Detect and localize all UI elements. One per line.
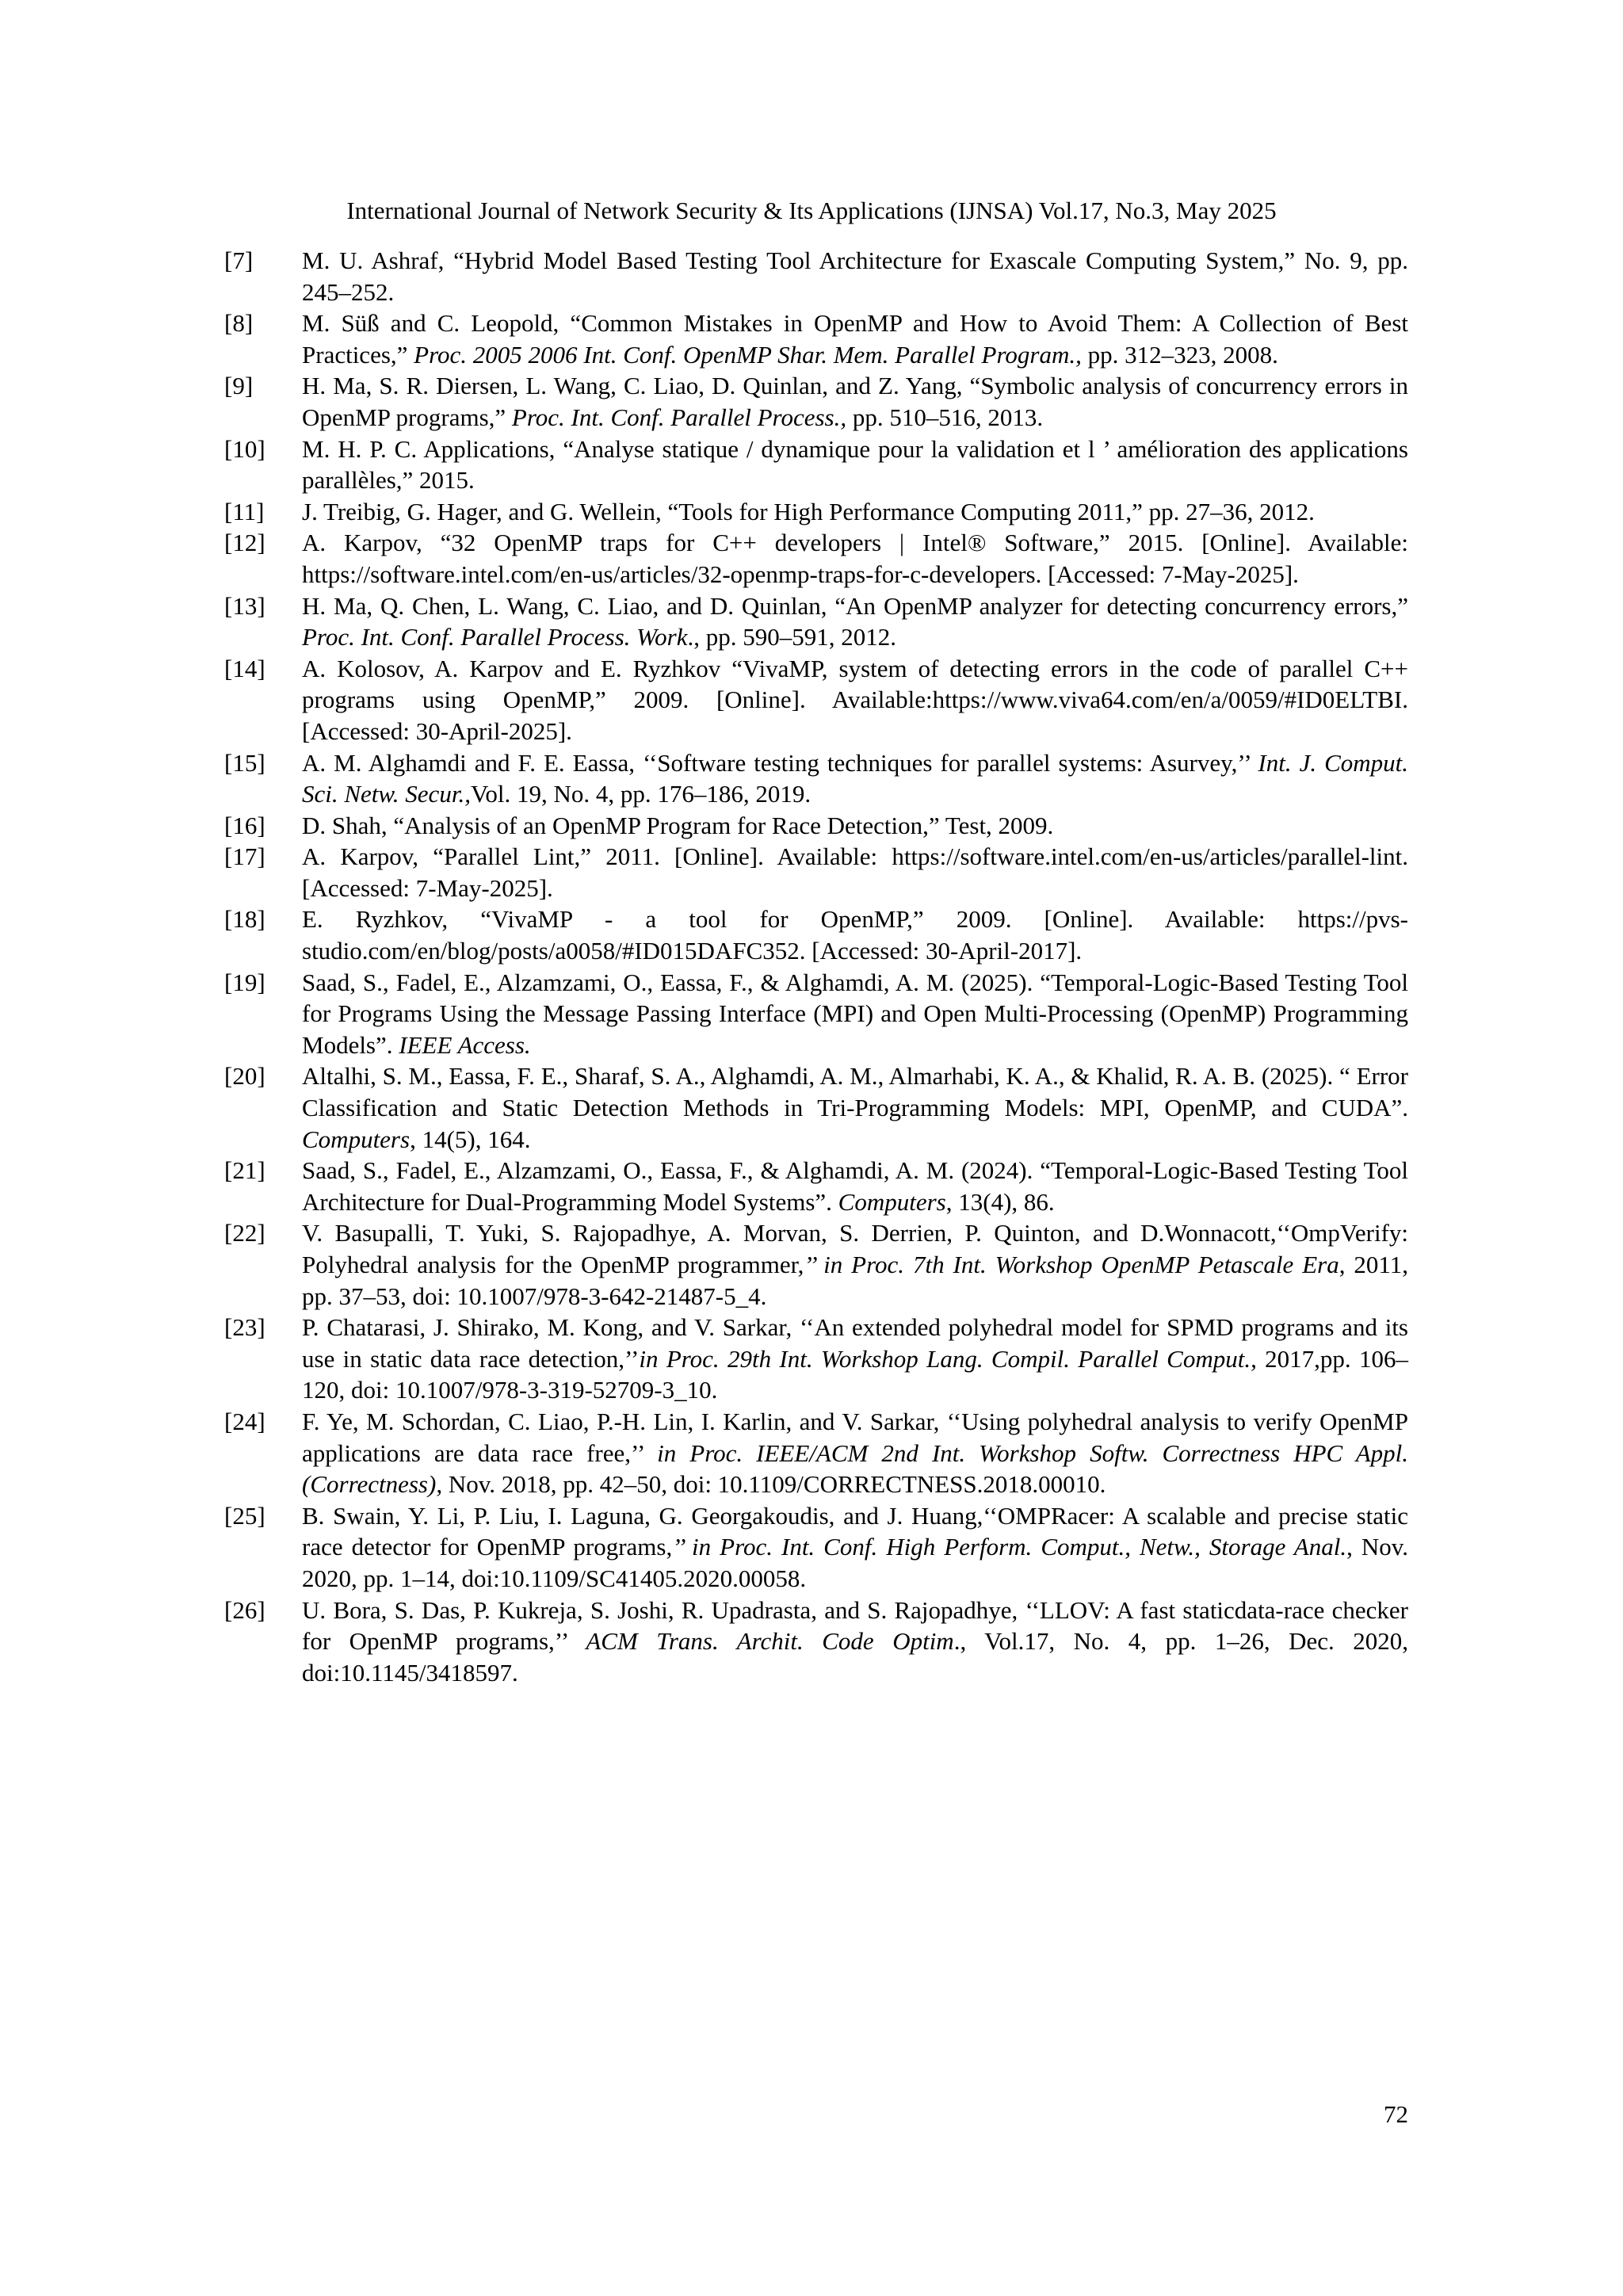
reference-number: [24] (224, 1407, 265, 1435)
reference-item (224, 434, 1408, 496)
reference-text: M. H. P. C. Applications, “Analyse statique / dynamique pour la validation et l ’ amélioration des applications parallèles,” 2015. (302, 434, 1408, 495)
reference-item (224, 967, 1408, 1061)
reference-text: F. Ye, M. Schordan, C. Liao, P.-H. Lin, I. Karlin, and V. Sarkar, ‘‘Using polyhedral analysis to verify OpenMP applications are data race free,’’ in Proc. IEEE/ACM 2nd Int. Workshop Softw. Correctness HPC Appl. (Correctness), Nov. 2018, pp. 42–50, doi: 10.1109/CORRECTNESS.2018.00010. (302, 1407, 1409, 1499)
reference-text: Saad, S., Fadel, E., Alzamzami, O., Eassa, F., & Alghamdi, A. M. (2024). “Temporal-Logic-Based Testing Tool Architecture for Dual-Programming Model Systems”. Computers, 13(4), 86. (302, 1156, 1408, 1216)
reference-text: D. Shah, “Analysis of an OpenMP Program for Race Detection,” Test, 2009. (302, 811, 1054, 839)
reference-item (224, 1155, 1408, 1217)
reference-text: A. Karpov, “32 OpenMP traps for C++ developers | Intel® Software,” 2015. [Online]. Available: https://software.intel.com/en-us/articles/32-openmp-traps-for-c-developers. [Accessed: 7-May-2025]. (302, 529, 1408, 588)
page-number: 72 (1384, 2100, 1408, 2128)
reference-number: [21] (224, 1156, 265, 1185)
reference-text: V. Basupalli, T. Yuki, S. Rajopadhye, A. Morvan, S. Derrien, P. Quinton, and D.Wonnacott,‘‘OmpVerify: Polyhedral analysis for the OpenMP programmer,’’ in Proc. 7th Int. Workshop OpenMP Petascale Era, 2011, pp. 37–53, doi: 10.1007/978-3-642-21487-5_4. (302, 1219, 1408, 1310)
reference-list (224, 245, 1408, 1688)
reference-text: A. Karpov, “Parallel Lint,” 2011. [Online]. Available: https://software.intel.com/en-us/articles/parallel-lint. [Accessed: 7-May-2025]. (302, 842, 1408, 902)
reference-number: [14] (224, 654, 265, 682)
reference-number: [11] (224, 497, 265, 525)
reference-item (224, 653, 1408, 747)
reference-number: [20] (224, 1062, 265, 1091)
reference-text: M. U. Ashraf, “Hybrid Model Based Testing Tool Architecture for Exascale Computing System,” No. 9, pp. 245–252. (302, 246, 1408, 306)
reference-number: [8] (224, 309, 254, 338)
reference-number: [15] (224, 748, 265, 777)
reference-number: [12] (224, 529, 265, 557)
journal-header: International Journal of Network Security & Its Applications (IJNSA) Vol.17, No.3, May 2025 (346, 197, 1277, 224)
reference-item (224, 496, 1408, 528)
reference-number: [26] (224, 1595, 265, 1624)
reference-number: [10] (224, 434, 265, 463)
reference-item (224, 1406, 1408, 1500)
reference-text: A. Kolosov, A. Karpov and E. Ryzhkov “VivaMP, system of detecting errors in the code of parallel C++ programs using OpenMP,” 2009. [Online]. Available:https://www.viva64.com/en/a/0059/#ID0ELTBI. [Accessed: 30-April-2025]. (302, 654, 1408, 745)
reference-number: [13] (224, 591, 265, 620)
reference-text: E. Ryzhkov, “VivaMP - a tool for OpenMP,” 2009. [Online]. Available: https://pvs-studio.com/en/blog/posts/a0058/#ID015DAFC352. [Accessed: 30-April-2017]. (302, 905, 1408, 965)
reference-item (224, 1595, 1408, 1689)
reference-item (224, 747, 1408, 810)
reference-number: [9] (224, 372, 254, 400)
reference-text: Saad, S., Fadel, E., Alzamzami, O., Eassa, F., & Alghamdi, A. M. (2025). “Temporal-Logic-Based Testing Tool for Programs Using the Message Passing Interface (MPI) and Open Multi-Processing (OpenMP) Programming Models”. IEEE Access. (302, 968, 1408, 1059)
reference-item (224, 810, 1408, 842)
reference-item (224, 527, 1408, 590)
reference-item (224, 1312, 1408, 1406)
reference-text: P. Chatarasi, J. Shirako, M. Kong, and V. Sarkar, ‘‘An extended polyhedral model for SPMD programs and its use in static data race detection,’’in Proc. 29th Int. Workshop Lang. Compil. Parallel Comput., 2017,pp. 106–120, doi: 10.1007/978-3-319-52709-3_10. (302, 1313, 1408, 1404)
reference-text: M. Süß and C. Leopold, “Common Mistakes in OpenMP and How to Avoid Them: A Collection of Best Practices,” Proc. 2005 2006 Int. Conf. OpenMP Shar. Mem. Parallel Program., pp. 312–323, 2008. (302, 309, 1408, 369)
reference-item (224, 590, 1408, 653)
reference-text: H. Ma, S. R. Diersen, L. Wang, C. Liao, D. Quinlan, and Z. Yang, “Symbolic analysis of concurrency errors in OpenMP programs,” Proc. Int. Conf. Parallel Process., pp. 510–516, 2013. (302, 372, 1408, 431)
reference-number: [18] (224, 905, 265, 934)
reference-text: H. Ma, Q. Chen, L. Wang, C. Liao, and D. Quinlan, “An OpenMP analyzer for detecting concurrency errors,” Proc. Int. Conf. Parallel Process. Work., pp. 590–591, 2012. (302, 591, 1408, 651)
reference-text: Altalhi, S. M., Eassa, F. E., Sharaf, S. A., Alghamdi, A. M., Almarhabi, K. A., & Khalid, R. A. B. (2025). “ Error Classification and Static Detection Methods in Tri-Programming Models: MPI, OpenMP, and CUDA”. Computers, 14(5), 164. (302, 1062, 1408, 1153)
reference-item (224, 308, 1408, 370)
reference-number: [19] (224, 968, 265, 996)
reference-item (224, 370, 1408, 433)
reference-number: [25] (224, 1501, 265, 1530)
reference-item (224, 1060, 1408, 1155)
reference-number: [22] (224, 1219, 265, 1247)
reference-number: [23] (224, 1313, 265, 1342)
reference-number: [16] (224, 811, 265, 839)
reference-item (224, 841, 1408, 904)
reference-number: [7] (224, 246, 254, 274)
reference-text: J. Treibig, G. Hager, and G. Wellein, “Tools for High Performance Computing 2011,” pp. 27–36, 2012. (302, 497, 1315, 525)
reference-item (224, 1500, 1408, 1595)
reference-text: U. Bora, S. Das, P. Kukreja, S. Joshi, R. Upadrasta, and S. Rajopadhye, ‘‘LLOV: A fast staticdata-race checker for OpenMP programs,’’ ACM Trans. Archit. Code Optim., Vol.17, No. 4, pp. 1–26, Dec. 2020, doi:10.1145/3418597. (302, 1595, 1408, 1687)
reference-item (224, 245, 1408, 308)
reference-number: [17] (224, 842, 265, 871)
reference-text: A. M. Alghamdi and F. E. Eassa, ‘‘Software testing techniques for parallel systems: Asurvey,’’ Int. J. Comput. Sci. Netw. Secur.,Vol. 19, No. 4, pp. 176–186, 2019. (302, 748, 1408, 808)
reference-item (224, 1217, 1408, 1312)
reference-item (224, 904, 1408, 966)
reference-text: B. Swain, Y. Li, P. Liu, I. Laguna, G. Georgakoudis, and J. Huang,‘‘OMPRacer: A scalable and precise static race detector for OpenMP programs,’’ in Proc. Int. Conf. High Perform. Comput., Netw., Storage Anal., Nov. 2020, pp. 1–14, doi:10.1109/SC41405.2020.00058. (302, 1501, 1408, 1592)
